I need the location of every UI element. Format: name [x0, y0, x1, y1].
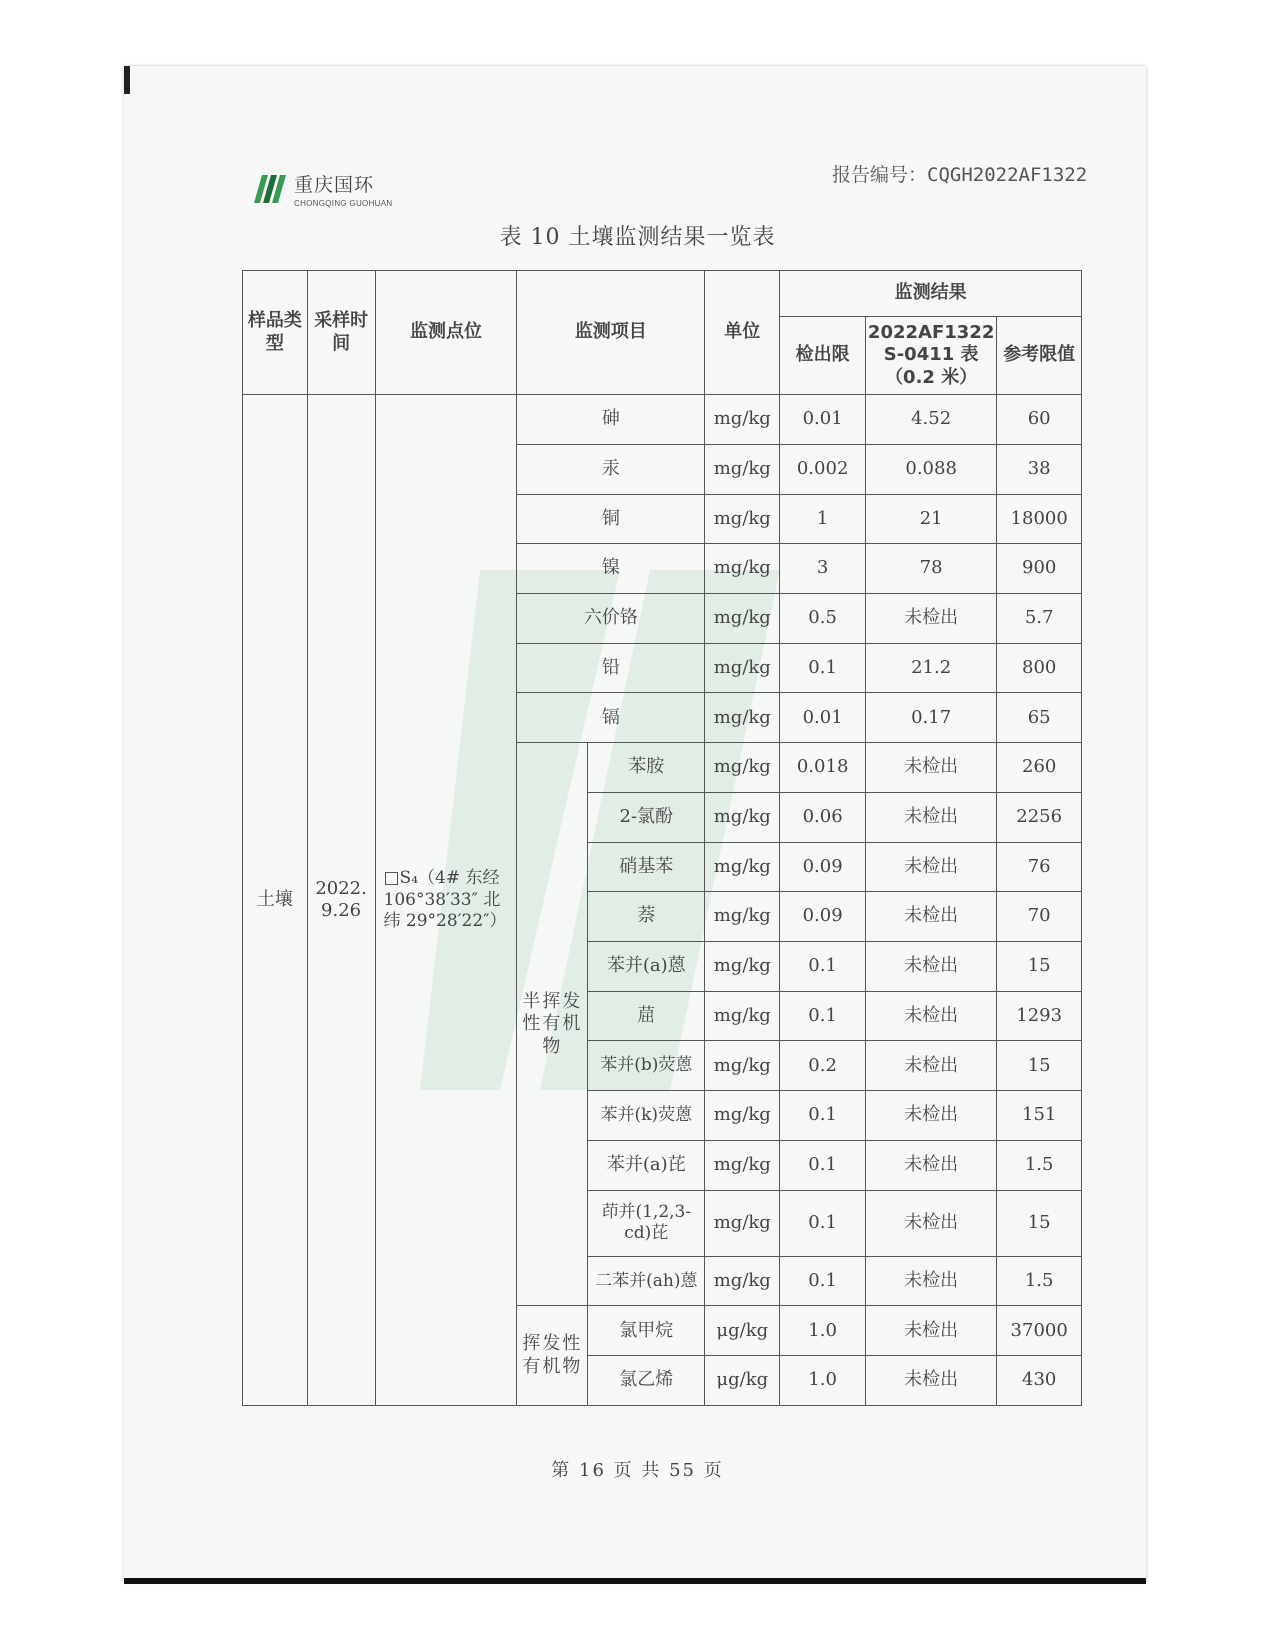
ref-cell: 260 — [997, 743, 1082, 793]
header-row-1 — [243, 271, 1082, 317]
item-cell: 茚并(1,2,3-cd)芘 — [588, 1190, 705, 1256]
col-sample-time: 采样时间 — [307, 271, 375, 395]
unit-cell: mg/kg — [705, 643, 780, 693]
ref-cell: 15 — [997, 1041, 1082, 1091]
result-cell: 0.17 — [865, 693, 996, 743]
unit-cell: μg/kg — [705, 1356, 780, 1406]
result-cell: 未检出 — [865, 1140, 996, 1190]
ref-cell: 430 — [997, 1356, 1082, 1406]
ref-cell: 65 — [997, 693, 1082, 743]
ref-cell: 1293 — [997, 991, 1082, 1041]
ref-cell: 37000 — [997, 1306, 1082, 1356]
limit-cell: 0.5 — [780, 594, 866, 644]
unit-cell: mg/kg — [705, 1190, 780, 1256]
item-cell: 苯并(a)蒽 — [588, 942, 705, 992]
result-cell: 未检出 — [865, 792, 996, 842]
item-cell: 氯乙烯 — [588, 1356, 705, 1406]
ref-cell: 15 — [997, 942, 1082, 992]
unit-cell: mg/kg — [705, 1041, 780, 1091]
col-sample-id: 2022AF1322 S-0411 表 （0.2 米） — [865, 316, 996, 395]
item-cell: 六价铬 — [517, 594, 705, 644]
item-cell: 苯胺 — [588, 743, 705, 793]
ref-cell: 38 — [997, 444, 1082, 494]
limit-cell: 0.1 — [780, 942, 866, 992]
item-cell: 苯并(b)荧蒽 — [588, 1041, 705, 1091]
item-cell: 䓛 — [588, 991, 705, 1041]
ref-cell: 900 — [997, 544, 1082, 594]
item-cell: 二苯并(ah)蒽 — [588, 1256, 705, 1306]
result-cell: 未检出 — [865, 1091, 996, 1141]
col-ref-limit: 参考限值 — [997, 316, 1082, 395]
unit-cell: mg/kg — [705, 892, 780, 942]
item-cell: 2-氯酚 — [588, 792, 705, 842]
limit-cell: 0.018 — [780, 743, 866, 793]
result-cell: 78 — [865, 544, 996, 594]
page-footer: 第 16 页 共 55 页 — [551, 1460, 724, 1481]
unit-cell: μg/kg — [705, 1306, 780, 1356]
col-unit: 单位 — [705, 271, 780, 395]
location-cell: □S₄（4# 东经106°38′33″ 北纬 29°28′22″） — [375, 395, 517, 1406]
result-cell: 未检出 — [865, 1356, 996, 1406]
item-cell: 苯并(a)芘 — [588, 1140, 705, 1190]
col-location: 监测点位 — [375, 271, 517, 395]
limit-cell: 1.0 — [780, 1306, 866, 1356]
ref-cell: 151 — [997, 1091, 1082, 1141]
ref-cell: 76 — [997, 842, 1082, 892]
limit-cell: 0.01 — [780, 395, 866, 445]
ref-cell: 60 — [997, 395, 1082, 445]
ref-cell: 1.5 — [997, 1140, 1082, 1190]
limit-cell: 0.1 — [780, 1190, 866, 1256]
unit-cell: mg/kg — [705, 842, 780, 892]
ref-cell: 5.7 — [997, 594, 1082, 644]
result-cell: 未检出 — [865, 1306, 996, 1356]
group-svoc-cell: 半挥发性有机物 — [517, 743, 588, 1306]
unit-cell: mg/kg — [705, 444, 780, 494]
ref-cell: 2256 — [997, 792, 1082, 842]
unit-cell: mg/kg — [705, 1140, 780, 1190]
item-cell: 氯甲烷 — [588, 1306, 705, 1356]
limit-cell: 0.09 — [780, 842, 866, 892]
report-number: 报告编号：CQGH2022AF1322 — [832, 164, 1088, 186]
ref-cell: 1.5 — [997, 1256, 1082, 1306]
item-cell: 汞 — [517, 444, 705, 494]
result-cell: 21 — [865, 494, 996, 544]
result-cell: 未检出 — [865, 942, 996, 992]
item-cell: 萘 — [588, 892, 705, 942]
col-results: 监测结果 — [780, 271, 1082, 317]
result-cell: 21.2 — [865, 643, 996, 693]
logo-name-en: CHONGQING GUOHUAN — [294, 199, 393, 208]
item-cell: 铅 — [517, 643, 705, 693]
unit-cell: mg/kg — [705, 792, 780, 842]
item-cell: 硝基苯 — [588, 842, 705, 892]
result-cell: 未检出 — [865, 594, 996, 644]
col-detect-limit: 检出限 — [780, 316, 866, 395]
unit-cell: mg/kg — [705, 942, 780, 992]
item-cell: 铜 — [517, 494, 705, 544]
result-cell: 未检出 — [865, 842, 996, 892]
scan-bottom-edge — [124, 1578, 1146, 1584]
unit-cell: mg/kg — [705, 594, 780, 644]
limit-cell: 0.1 — [780, 991, 866, 1041]
ref-cell: 800 — [997, 643, 1082, 693]
unit-cell: mg/kg — [705, 693, 780, 743]
unit-cell: mg/kg — [705, 544, 780, 594]
table-title: 表 10 土壤监测结果一览表 — [499, 225, 776, 250]
limit-cell: 0.1 — [780, 643, 866, 693]
limit-cell: 0.09 — [780, 892, 866, 942]
logo-name-cn: 重庆国环 — [294, 174, 375, 196]
limit-cell: 0.1 — [780, 1140, 866, 1190]
item-cell: 镉 — [517, 693, 705, 743]
ref-cell: 15 — [997, 1190, 1082, 1256]
result-cell: 未检出 — [865, 1256, 996, 1306]
item-cell: 镍 — [517, 544, 705, 594]
limit-cell: 1 — [780, 494, 866, 544]
col-sample-type: 样品类型 — [243, 271, 308, 395]
scan-edge-mark — [124, 66, 130, 94]
result-cell: 未检出 — [865, 892, 996, 942]
result-cell: 未检出 — [865, 1190, 996, 1256]
result-cell: 未检出 — [865, 1041, 996, 1091]
col-item: 监测项目 — [517, 271, 705, 395]
sample-type-cell: 土壤 — [243, 395, 308, 1406]
sample-time-cell: 2022. 9.26 — [307, 395, 375, 1406]
logo-mark-icon — [252, 173, 288, 205]
unit-cell: mg/kg — [705, 1091, 780, 1141]
unit-cell: mg/kg — [705, 743, 780, 793]
unit-cell: mg/kg — [705, 1256, 780, 1306]
result-cell: 未检出 — [865, 991, 996, 1041]
item-cell: 苯并(k)荧蒽 — [588, 1091, 705, 1141]
unit-cell: mg/kg — [705, 991, 780, 1041]
item-cell: 砷 — [517, 395, 705, 445]
table-row — [243, 395, 1082, 445]
limit-cell: 0.1 — [780, 1256, 866, 1306]
result-cell: 0.088 — [865, 444, 996, 494]
results-table — [242, 270, 1082, 1406]
result-cell: 未检出 — [865, 743, 996, 793]
limit-cell: 1.0 — [780, 1356, 866, 1406]
limit-cell: 0.06 — [780, 792, 866, 842]
ref-cell: 70 — [997, 892, 1082, 942]
ref-cell: 18000 — [997, 494, 1082, 544]
unit-cell: mg/kg — [705, 395, 780, 445]
limit-cell: 0.2 — [780, 1041, 866, 1091]
result-cell: 4.52 — [865, 395, 996, 445]
group-voc-cell: 挥发性有机物 — [517, 1306, 588, 1406]
company-logo — [252, 170, 392, 208]
limit-cell: 0.002 — [780, 444, 866, 494]
unit-cell: mg/kg — [705, 494, 780, 544]
limit-cell: 0.01 — [780, 693, 866, 743]
limit-cell: 3 — [780, 544, 866, 594]
limit-cell: 0.1 — [780, 1091, 866, 1141]
